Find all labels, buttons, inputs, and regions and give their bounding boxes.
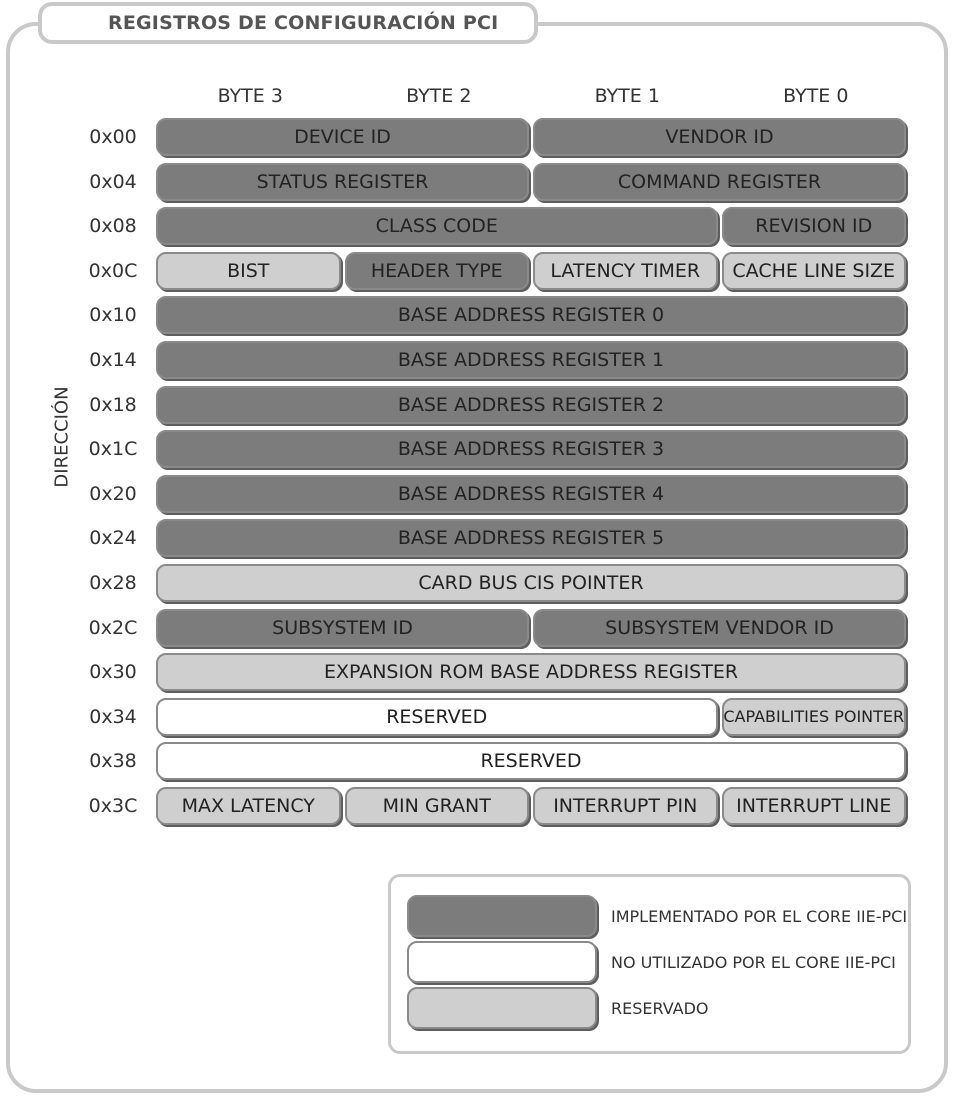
register-cell: EXPANSION ROM BASE ADDRESS REGISTER [156, 653, 906, 691]
register-cell: BASE ADDRESS REGISTER 4 [156, 475, 906, 513]
address-label: 0x2C [88, 616, 138, 639]
address-label: 0x28 [89, 572, 137, 594]
register-cell: RESERVED [156, 698, 718, 736]
register-cell: STATUS REGISTER [156, 163, 529, 201]
register-cell: VENDOR ID [533, 118, 906, 156]
address-label: 0x10 [89, 304, 137, 327]
address-label: 0x38 [89, 750, 137, 773]
address-label: 0x20 [89, 482, 137, 505]
register-cell: RESERVED [156, 742, 906, 780]
legend [388, 874, 911, 1054]
diagram-title-text: REGISTROS DE CONFIGURACIÓN PCI [108, 12, 499, 34]
register-cell: SUBSYSTEM ID [156, 609, 529, 647]
register-cell: BASE ADDRESS REGISTER 2 [156, 386, 906, 424]
address-label: 0x24 [89, 527, 137, 550]
register-cell: BASE ADDRESS REGISTER 0 [156, 296, 906, 334]
register-cell: INTERRUPT PIN [533, 787, 718, 825]
register-cell: CLASS CODE [156, 207, 718, 245]
register-cell: DEVICE ID [156, 118, 529, 156]
register-cell: SUBSYSTEM VENDOR ID [533, 609, 906, 647]
address-label: 0x3C [88, 795, 138, 817]
register-cell: BASE ADDRESS REGISTER 5 [156, 519, 906, 557]
address-label: 0x04 [89, 170, 137, 193]
register-cell: REVISION ID [722, 207, 907, 245]
register-cell: MAX LATENCY [156, 787, 341, 825]
address-label: 0x08 [89, 215, 137, 238]
register-cell: COMMAND REGISTER [533, 163, 906, 201]
address-label: 0x14 [89, 349, 137, 371]
address-label: 0x18 [89, 393, 137, 416]
legend-label-implemented: IMPLEMENTADO POR EL CORE IIE-PCI [611, 906, 908, 926]
register-cell: INTERRUPT LINE [722, 787, 907, 825]
register-cell: CAPABILITIES POINTER [722, 698, 907, 736]
byte-header-2: BYTE 2 [406, 85, 472, 107]
legend-swatch-reserved [407, 987, 597, 1029]
register-cell: BASE ADDRESS REGISTER 3 [156, 430, 906, 468]
byte-header-0: BYTE 0 [783, 85, 849, 107]
diagram-title [38, 2, 538, 44]
register-cell: CACHE LINE SIZE [722, 252, 907, 290]
address-label: 0x0C [88, 259, 138, 282]
legend-label-reserved: RESERVADO [611, 998, 709, 1018]
address-label: 0x1C [88, 438, 138, 461]
register-cell: CARD BUS CIS POINTER [156, 564, 906, 602]
register-cell: MIN GRANT [345, 787, 530, 825]
address-label: 0x00 [89, 126, 137, 148]
register-cell: HEADER TYPE [345, 252, 530, 290]
byte-header-1: BYTE 1 [594, 85, 660, 107]
byte-header-3: BYTE 3 [217, 85, 283, 107]
register-cell: BASE ADDRESS REGISTER 1 [156, 341, 906, 379]
axis-label: DIRECCIÓN [51, 386, 73, 488]
legend-swatch-unused [407, 941, 597, 983]
address-label: 0x34 [89, 705, 137, 728]
legend-label-unused: NO UTILIZADO POR EL CORE IIE-PCI [611, 952, 896, 972]
address-label: 0x30 [89, 661, 137, 684]
legend-swatch-implemented [407, 895, 597, 937]
register-cell: LATENCY TIMER [533, 252, 718, 290]
register-cell: BIST [156, 252, 341, 290]
